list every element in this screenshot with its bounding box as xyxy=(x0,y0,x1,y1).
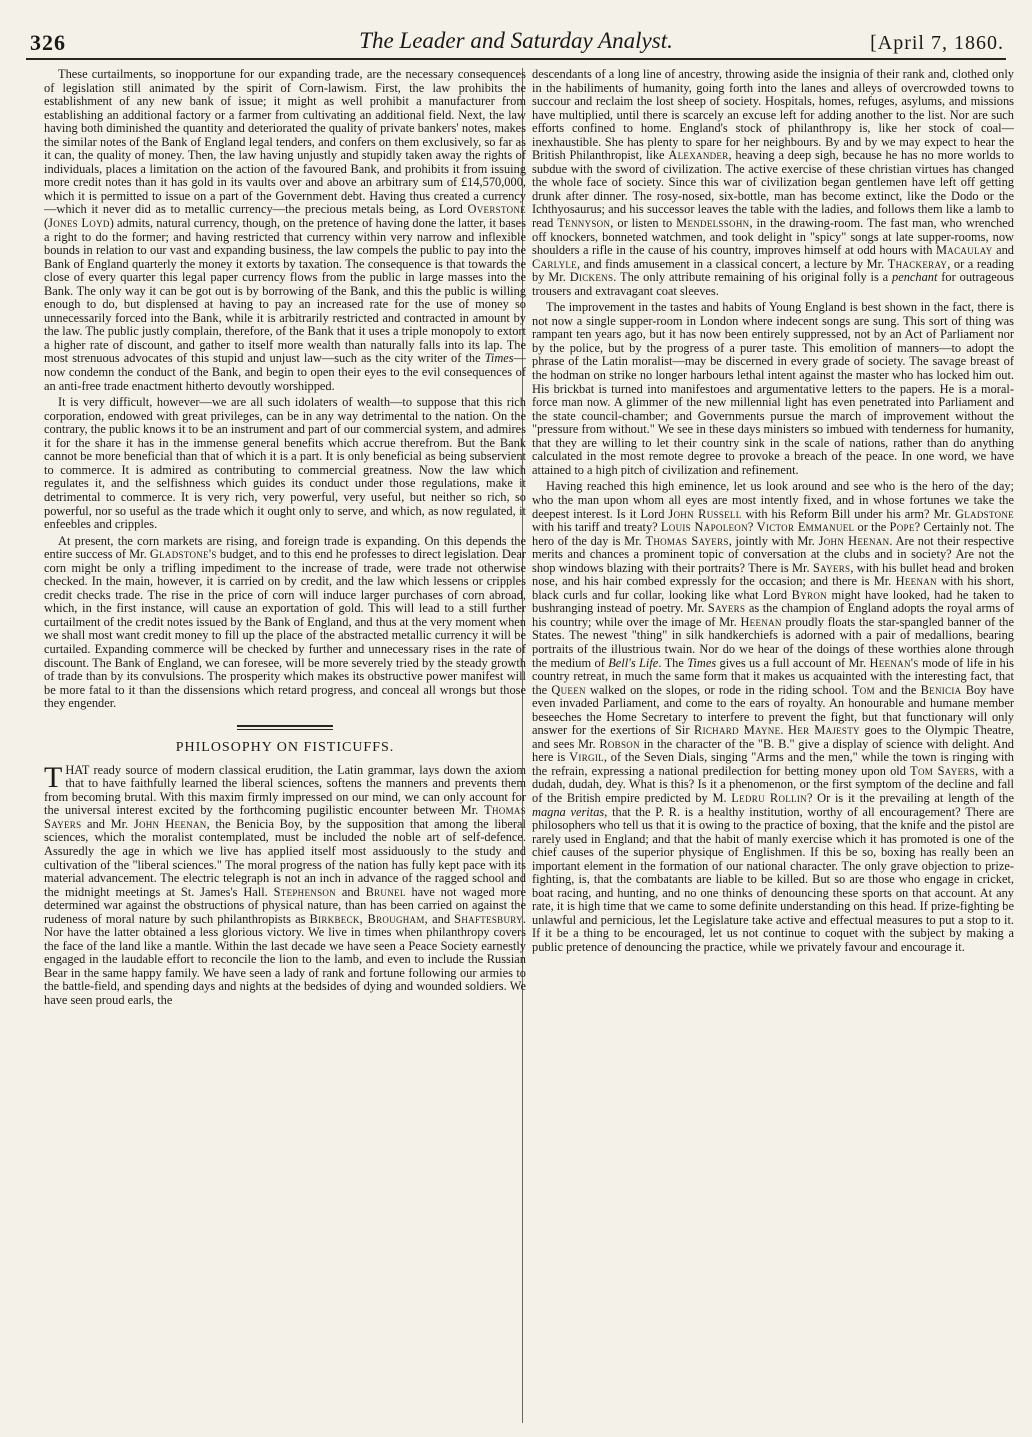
section-title: PHILOSOPHY ON FISTICUFFS. xyxy=(175,739,395,755)
paragraph-bank-idolaters: It is very difficult, however—we are all such idolaters of wealth—to suppose that this rich corporation, endowed with great privileges, can be in any way detrimental to the nation. On the contrary, the public knows it to be an instrument and part of our commercial system, and admires it for the share it has in the immense general benefits which accrue therefrom. But the Bank cannot be more beneficial than that of which it is a part. It is only beneficial as being subservient to commerce. It is admired as contributing to commercial greatness. Now the law which regulates it, and the selfishness which guides its conduct under those regulations, make it detrimental to commerce. It is very rich, very powerful, very useful, but neither so rich, so powerful, nor so useful as the trade which it ought only to serve, and which, as now regulated, it enfeebles and cripples. xyxy=(44,395,526,532)
right-column xyxy=(532,68,1014,1423)
publication-title: The Leader and Saturday Analyst. xyxy=(359,28,673,53)
drop-cap: T xyxy=(44,760,63,794)
paragraph-hero-of-the-day: Having reached this high eminence, let us look around and see who is the hero of the day; who the man upon whom all eyes are most intently fixed, and in whose fortunes we take the deepest interest. Is it Lord John Russell with his Reform Bill under his arm? Mr. Gladstone with his tariff and treaty? Louis Napoleon? Victor Emmanuel or the Pope? Certainly not. The hero of the day is Mr. Thomas Sayers, jointly with Mr. John Heenan. Are not their respective merits and chances a prominent topic of conversation at the clubs and in society? Are not the shop windows blazing with their portraits? There is Mr. Sayers, with his bullet head and broken nose, and his hair combed expressly for the occasion; and there is Mr. Heenan with his short, black curls and fur collar, looking like what Lord Byron might have looked, had he taken to bushranging instead of poetry. Mr. Sayers as the champion of England adopts the royal arms of his country; while over the image of Mr. Heenan proudly floats the star-spangled banner of the States. The newest "thing" in silk handkerchiefs is adorned with a pair of medallions, bearing portraits of the illustrious twain. Nor do we hear of the doings of these worthies alone through the medium of Bell's Life. The Times gives us a full account of Mr. Heenan's mode of life in his country retreat, in much the same form that it makes us acquainted with the interesting fact, that the Queen walked on the slopes, or rode in the riding school. Tom and the Benicia Boy have even invaded Parliament, and come to the ears of royalty. An honourable and humane member beseeches the Home Secretary to interfere to prevent the fight, but that functionary will only answer for the exertions of Sir Richard Mayne. Her Majesty goes to the Olympic Theatre, and sees Mr. Robson in the character of the "B. B." give a display of science with delight. And here is Virgil, of the Seven Dials, singing "Arms and the men," while the town is ringing with the refrain, expressing a national predilection for betting money upon old Tom Sayers, with a dudah, dudah, dey. What is this? Is it a phenomenon, or the first symptom of the decline and fall of the British empire predicted by M. Ledru Rollin? Or is it the prevailing at length of the magna veritas, that the P. R. is a healthy institution, worthy of all encouragement? There are philosophers who tell us that it is owing to the practice of boxing, that the knife and the pistol are rarely used in England; and that the habit of manly exercise which it has promoted is one of the chief causes of the superior physique of Englishmen. If this be so, boxing has really been an important element in the formation of our national character. The only grave objection to prize-fighting, is, that the combatants are liable to be killed. But so are those who engage in cricket, boat racing, and hunting, and no one thinks of denouncing these sports on that account. At any rate, it is high time that we came to some definite understanding on this head. If prize-fighting be unlawful and pernicious, let the Legislature take active and effectual measures to put a stop to it. If it be a thing to be encouraged, let us not continue to coquet with the subject by making a public pretence of denouncing the practice, while we privately favour and encourage it. xyxy=(532,479,1014,954)
paragraph-young-england: The improvement in the tastes and habits of Young England is best shown in the fact, there is not now a single supper-room in London where indecent songs are sung. This sort of thing was rampant ten years ago, but it has now been entirely suppressed, not by an Act of Parliament nor by the police, but by the progress of a purer taste. This emolition of manners—to adopt the phrase of the Latin moralist—may be discerned in every grade of society. The savage breast of the hodman on strike no longer harbours lethal intent against the master who has locked him out. His brickbat is turned into manifestoes and argumentative letters to the papers. He is a moral-force man now. A glimmer of the new millennial light has even penetrated into Parliament and the state council-chamber; and Governments pursue the march of improvement without the "pressure from without." We see in these days ministers so imbued with tenderness for humanity, that they are willing to let their country sink in the scale of nations, rather than do anything calculated in the most remote degree to provoke a breach of the peace. In one word, we have attained to a high pitch of civilization and refinement. xyxy=(532,300,1014,477)
page-number: 326 xyxy=(30,30,66,55)
left-column xyxy=(44,68,526,1423)
article-columns xyxy=(26,68,1014,1423)
section-divider xyxy=(237,725,333,730)
paragraph-philosophy-fisticuffs: THAT ready source of modern classical erudition, the Latin grammar, lays down the axiom that to have faithfully learned the liberal sciences, softens the manners and prevents them from becoming brutal. With this maxim firmly impressed on our mind, we can only account for the universal interest excited by the forthcoming pugilistic encounter between Mr. Thomas Sayers and Mr. John Heenan, the Benicia Boy, by the supposition that among the liberal sciences, which the moralist contemplated, must be included the noble art of self-defence. Assuredly the age in which we live has applied itself most assiduously to the study and cultivation of the "liberal sciences." The moral progress of the nation has fully kept pace with its material advancement. The electric telegraph is not an inch in advance of the ragged school and the midnight meetings at St. James's Hall. Stephenson and Brunel have not waged more determined war against the obstructions of physical nature, than has been carried on against the rudeness of moral nature by such philanthropists as Birkbeck, Brougham, and Shaftesbury. Nor have the latter obtained a less glorious victory. We live in times when philanthropy covers the face of the land like a mantle. Within the last decade we have seen a Peace Society earnestly engaged in the laudable effort to reconcile the lion to the lamb, and even to include the Russian Bear in the same happy family. We have seen a lady of rank and fortune following our armies to the battle-field, and spending days and nights at the bedsides of dying and wounded soldiers. We have seen proud earls, the xyxy=(44,760,526,1007)
paragraph-philanthropy: descendants of a long line of ancestry, throwing aside the insignia of their rank and, clothed only in the habiliments of humanity, going forth into the lanes and alleys of overcrowded towns to succour and reclaim the lost sheep of society. Hospitals, homes, refuges, asylums, and missions have multiplied, until there is scarcely an excuse left for adding another to the list. Nor are such efforts confined to home. England's stock of philanthropy is, like her stock of coal—inexhaustible. She has plenty to spare for her neighbours. By and by we may expect to hear the British Philanthropist, like Alexander, heaving a deep sigh, because he has no more worlds to subdue with the sword of civilization. The active exercise of these christian virtues has changed the whole face of society. Since this war of civilization began gentlemen have left off getting drunk after dinner. The rosy-nosed, six-bottle, man has become extinct, like the Dodo or the Ichthyosaurus; and his successor leaves the table with the ladies, and follows them like a lamb to read Tennyson, or listen to Mendelssohn, in the drawing-room. The fast man, who wrenched off knockers, bonneted watchmen, and took delight in "spicy" songs at late supper-rooms, now shoulders a rifle in the cause of his country, improves himself at odd hours with Macaulay and Carlyle, and finds amusement in a classical concert, a lecture by Mr. Thackeray, or a reading by Mr. Dickens. The only attribute remaining of his original folly is a penchant for outrageous trousers and extravagant coat sleeves. xyxy=(532,68,1014,298)
issue-date: [April 7, 1860. xyxy=(870,32,1004,54)
paragraph-currency-laws: These curtailments, so inopportune for our expanding trade, are the necessary consequences of legislation still animated by the spirit of Corn-lawism. First, the law prohibits the establishment of any new bank of issue; it might as well prohibit a manufacturer from establishing an additional factory or a farmer from cultivating an additional field. Next, the law having both diminished the quantity and deteriorated the quality of private bankers' notes, makes the similar notes of the Bank of England legal tenders, and confers on them exclusively, so far as it can, the quality of money. Then, the law having unjustly and stupidly taken away the rights of individuals, places a limitation on the action of the favoured Bank, and prohibits it from issuing more credit notes than it has gold in its vaults over and above an arbitrary sum of £14,570,000, which it is permitted to issue on a part of the Government debt. Having thus created a currency—which it never did as to metallic currency—the precious metals being, as Lord Overstone (Jones Loyd) admits, natural currency, though, on the pretence of having done the latter, it bases a right to do the former; and having restricted that currency within very narrow and inflexible bounds in relation to our vast and expanding business, the law compels the public to pay into the Bank of England quarterly the money it extorts by taxation. The consequence is that towards the close of every quarter this legal paper currency flows from the public in large masses into the Bank. The only way it can be got out is by borrowing of the Bank, and this the public is willing enough to do, but displensed at having to pay an increased rate for the use of money so unnecessarily forced into the Bank, while it is arbitrarily restricted and contracted in amount by the law. The public justly complain, therefore, of the Bank that it uses a triple monopoly to extort a higher rate of discount, and gather to itself more wealth than naturally falls into its lap. The most strenuous advocates of this stupid and unjust law—such as the city writer of the Times—now condemn the conduct of the Bank, and begin to open their eyes to the evil consequences of an anti-free trade enactment hitherto devoutly worshipped. xyxy=(44,68,526,393)
page-header xyxy=(26,24,1006,60)
paragraph-corn-markets: At present, the corn markets are rising, and foreign trade is expanding. On this depends the entire success of Mr. Gladstone's budget, and to this end he professes to direct legislation. Dear corn might be only a trifling impediment to the increase of trade, were trade not otherwise checked. In the main, however, it is carried on by credit, and the law which lessens or cripples credit checks trade. The rise in the price of corn will induce larger purchases of corn abroad, which, in the first instance, will cause an exportation of gold. This will lead to a still further curtailment of the credit notes issued by the Bank of England, and thus at the very moment when we shall most want credit money to fill up the place of the abstracted metallic currency it will be curtailed. Expanding commerce will be checked by further and unnecessary rises in the rate of discount. The Bank of England, we can foresee, will be more severely tried by the steady growth of trade than by its convulsions. The prosperity which makes its obstructive power manifest will be more fatal to it than the dissensions which retard progress, and conceal all wrongs but those they engender. xyxy=(44,533,526,711)
